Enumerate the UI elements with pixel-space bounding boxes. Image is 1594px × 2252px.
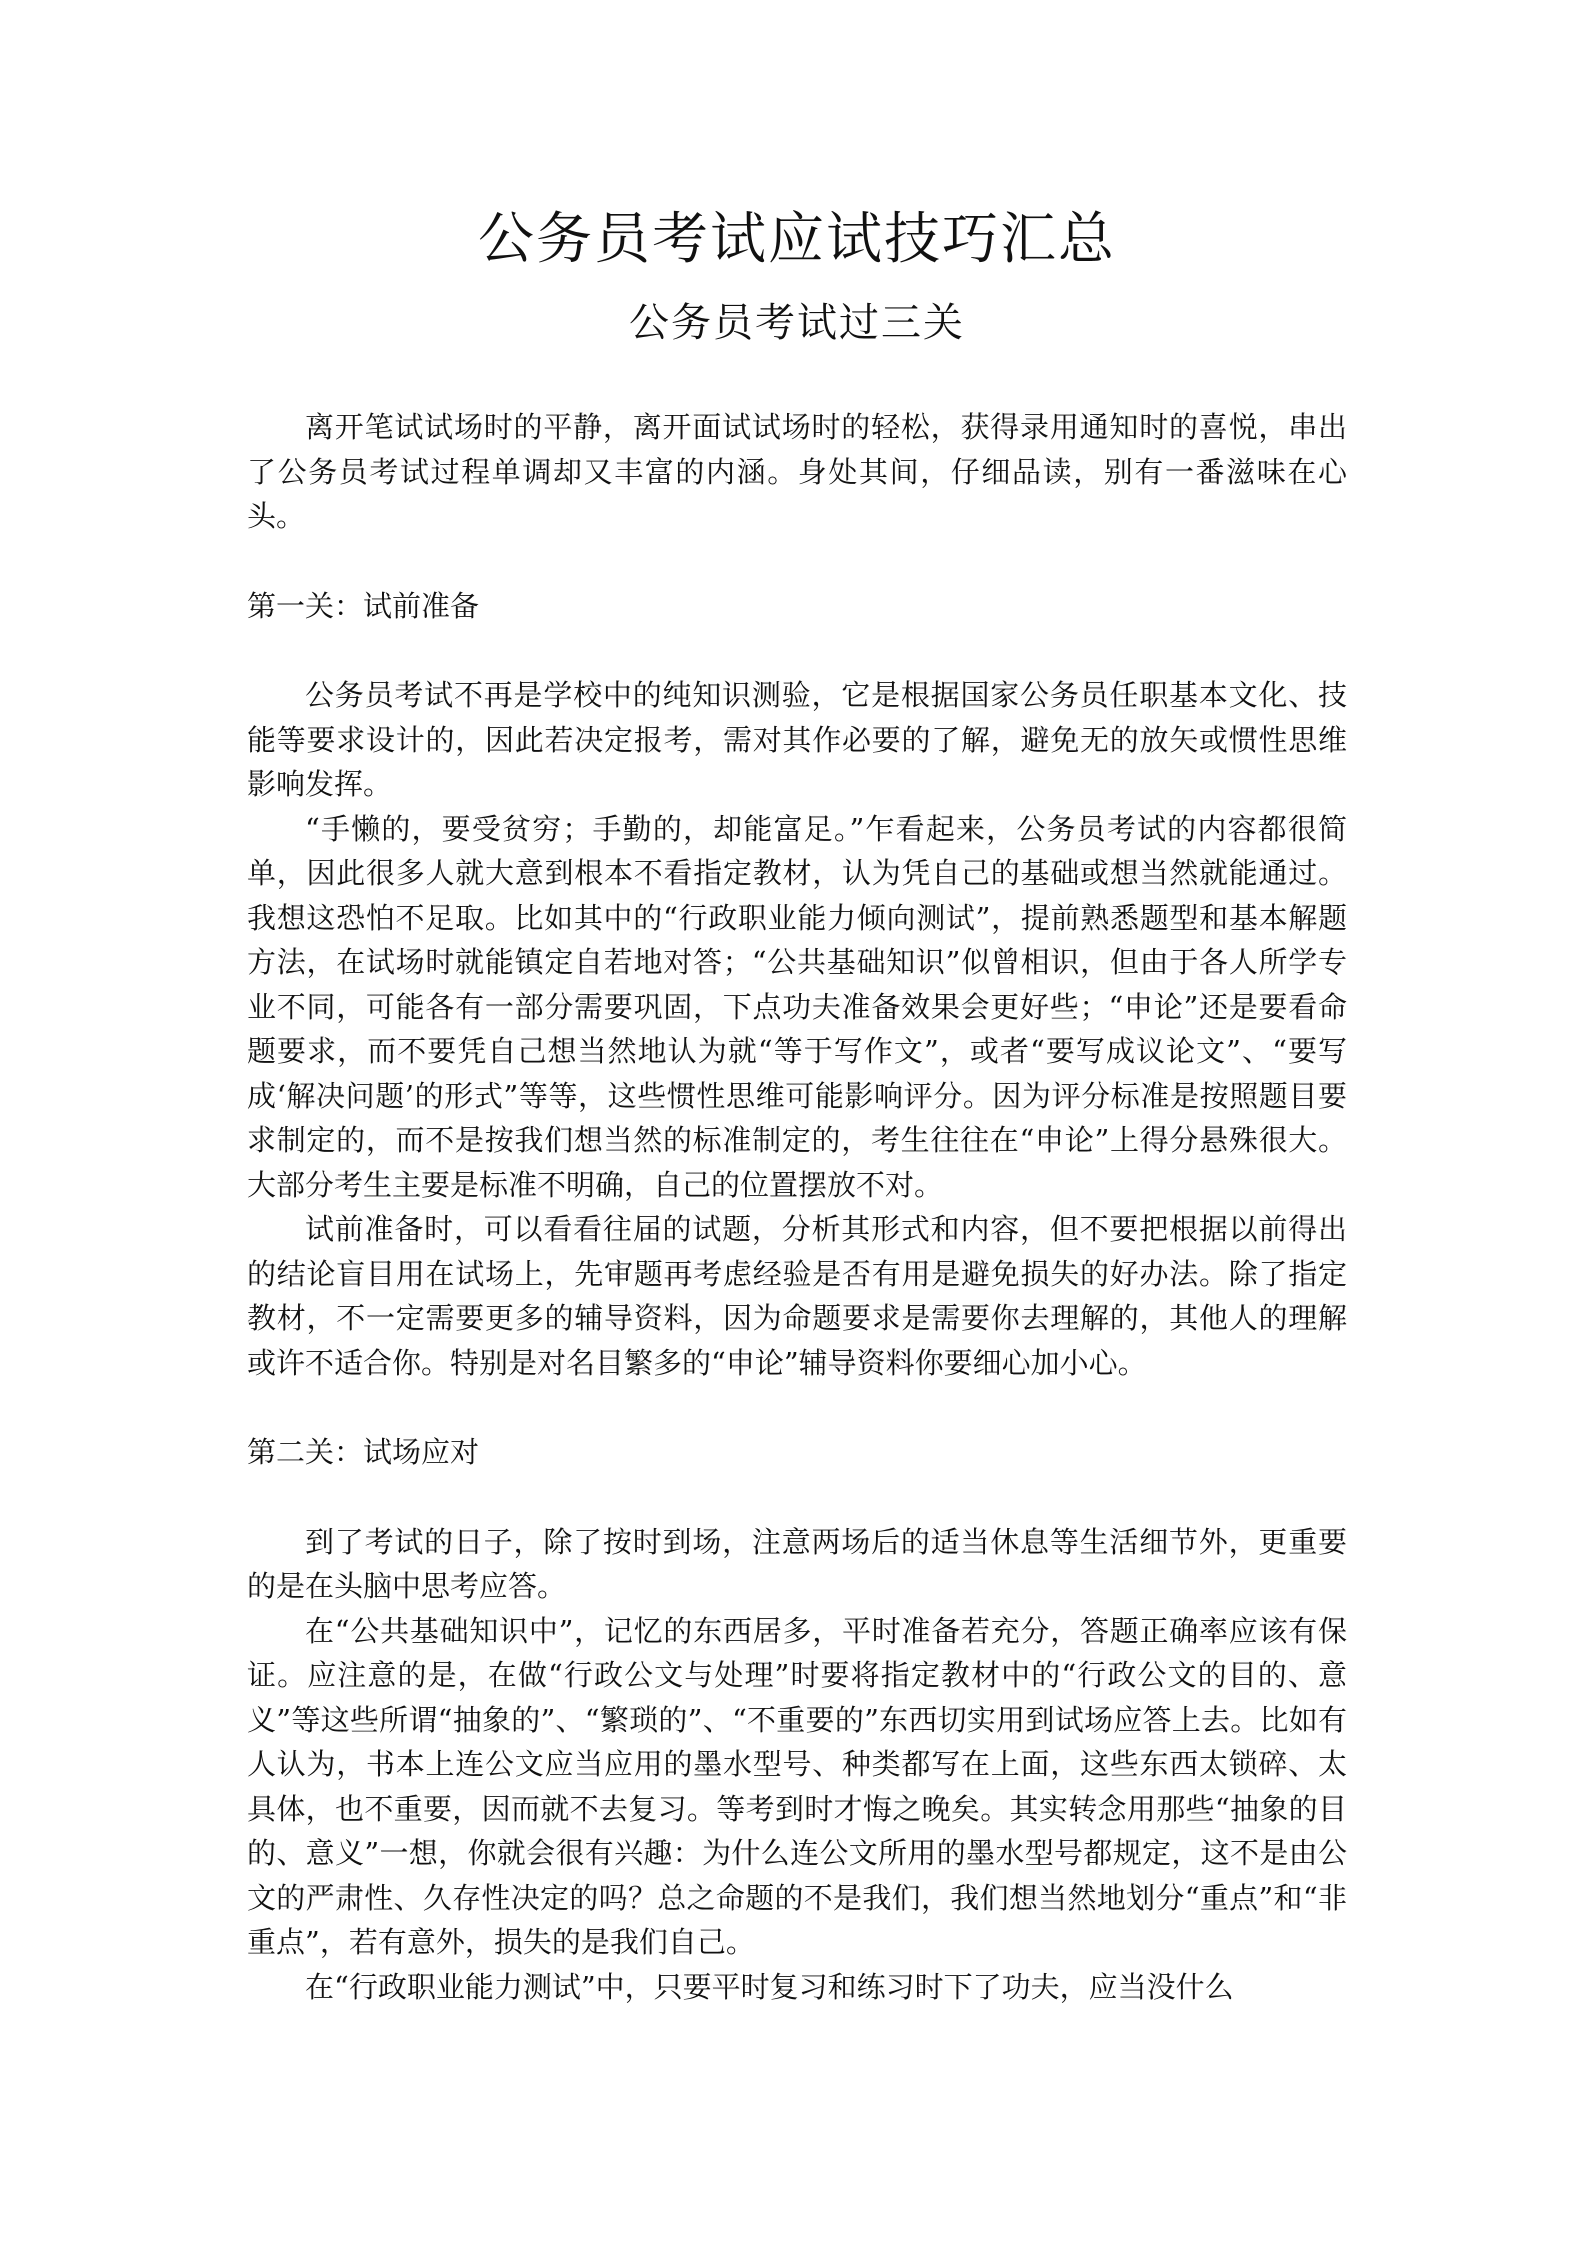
section-heading-1: 第一关：试前准备 [247, 588, 480, 623]
section2-paragraph-3: 在“行政职业能力测试”中，只要平时复习和练习时下了功夫，应当没什么 [305, 1969, 1234, 2004]
section2-paragraph-1: 到了考试的日子，除了按时到场，注意两场后的适当休息等生活细节外，更重要的是在头脑中思考应答。 [247, 1524, 1347, 1603]
intro-paragraph: 离开笔试试场时的平静，离开面试试场时的轻松，获得录用通知时的喜悦，串出了公务员考试过程单调却又丰富的内涵。身处其间，仔细品读，别有一番滋味在心头。 [247, 410, 1347, 533]
document-title: 公务员考试应试技巧汇总 [478, 207, 1116, 272]
section2-paragraph-2: 在“公共基础知识中”，记忆的东西居多，平时准备若充分，答题正确率应该有保证。应注意的是，在做“行政公文与处理”时要将指定教材中的“行政公文的目的、意义”等这些所谓“抽象的”、“繁琐的”、“不重要的”东西切实用到试场应答上去。比如有人认为，书本上连公文应当应用的墨水型号、种类都写在上面，这些东西太锁碎、太具体，也不重要，因而就不去复习。等考到时才悔之晚矣。其实转念用那些“抽象的目的、意义”一想，你就会很有兴趣：为什么连公文所用的墨水型号都规定，这不是由公文的严肃性、久存性决定的吗？总之命题的不是我们，我们想当然地划分“重点”和“非重点”，若有意外，损失的是我们自己。 [247, 1613, 1347, 1959]
document-body [247, 405, 1347, 2009]
section1-paragraph-1: 公务员考试不再是学校中的纯知识测验，它是根据国家公务员任职基本文化、技能等要求设计的，因此若决定报考，需对其作必要的了解，避免无的放矢或惯性思维影响发挥。 [247, 678, 1347, 801]
document-subtitle: 公务员考试过三关 [629, 300, 965, 346]
section1-paragraph-2: “手懒的，要受贫穷；手勤的，却能富足。”乍看起来，公务员考试的内容都很简单，因此很多人就大意到根本不看指定教材，认为凭自己的基础或想当然就能通过。我想这恐怕不足取。比如其中的“行政职业能力倾向测试”，提前熟悉题型和基本解题方法，在试场时就能镇定自若地对答；“公共基础知识”似曾相识，但由于各人所学专业不同，可能各有一部分需要巩固，下点功夫准备效果会更好些；“申论”还是要看命题要求，而不要凭自己想当然地认为就“等于写作文”，或者“要写成议论文”、“要写成‘解决问题’的形式”等等，这些惯性思维可能影响评分。因为评分标准是按照题目要求制定的，而不是按我们想当然的标准制定的，考生往往在“申论”上得分悬殊很大。大部分考生主要是标准不明确，自己的位置摆放不对。 [247, 811, 1347, 1202]
section1-paragraph-3: 试前准备时，可以看看往届的试题，分析其形式和内容，但不要把根据以前得出的结论盲目用在试场上，先审题再考虑经验是否有用是避免损失的好办法。除了指定教材，不一定需要更多的辅导资料，因为命题要求是需要你去理解的，其他人的理解或许不适合你。特别是对名目繁多的“申论”辅导资料你要细心加小心。 [247, 1212, 1347, 1380]
section-heading-2: 第二关：试场应对 [247, 1435, 480, 1469]
